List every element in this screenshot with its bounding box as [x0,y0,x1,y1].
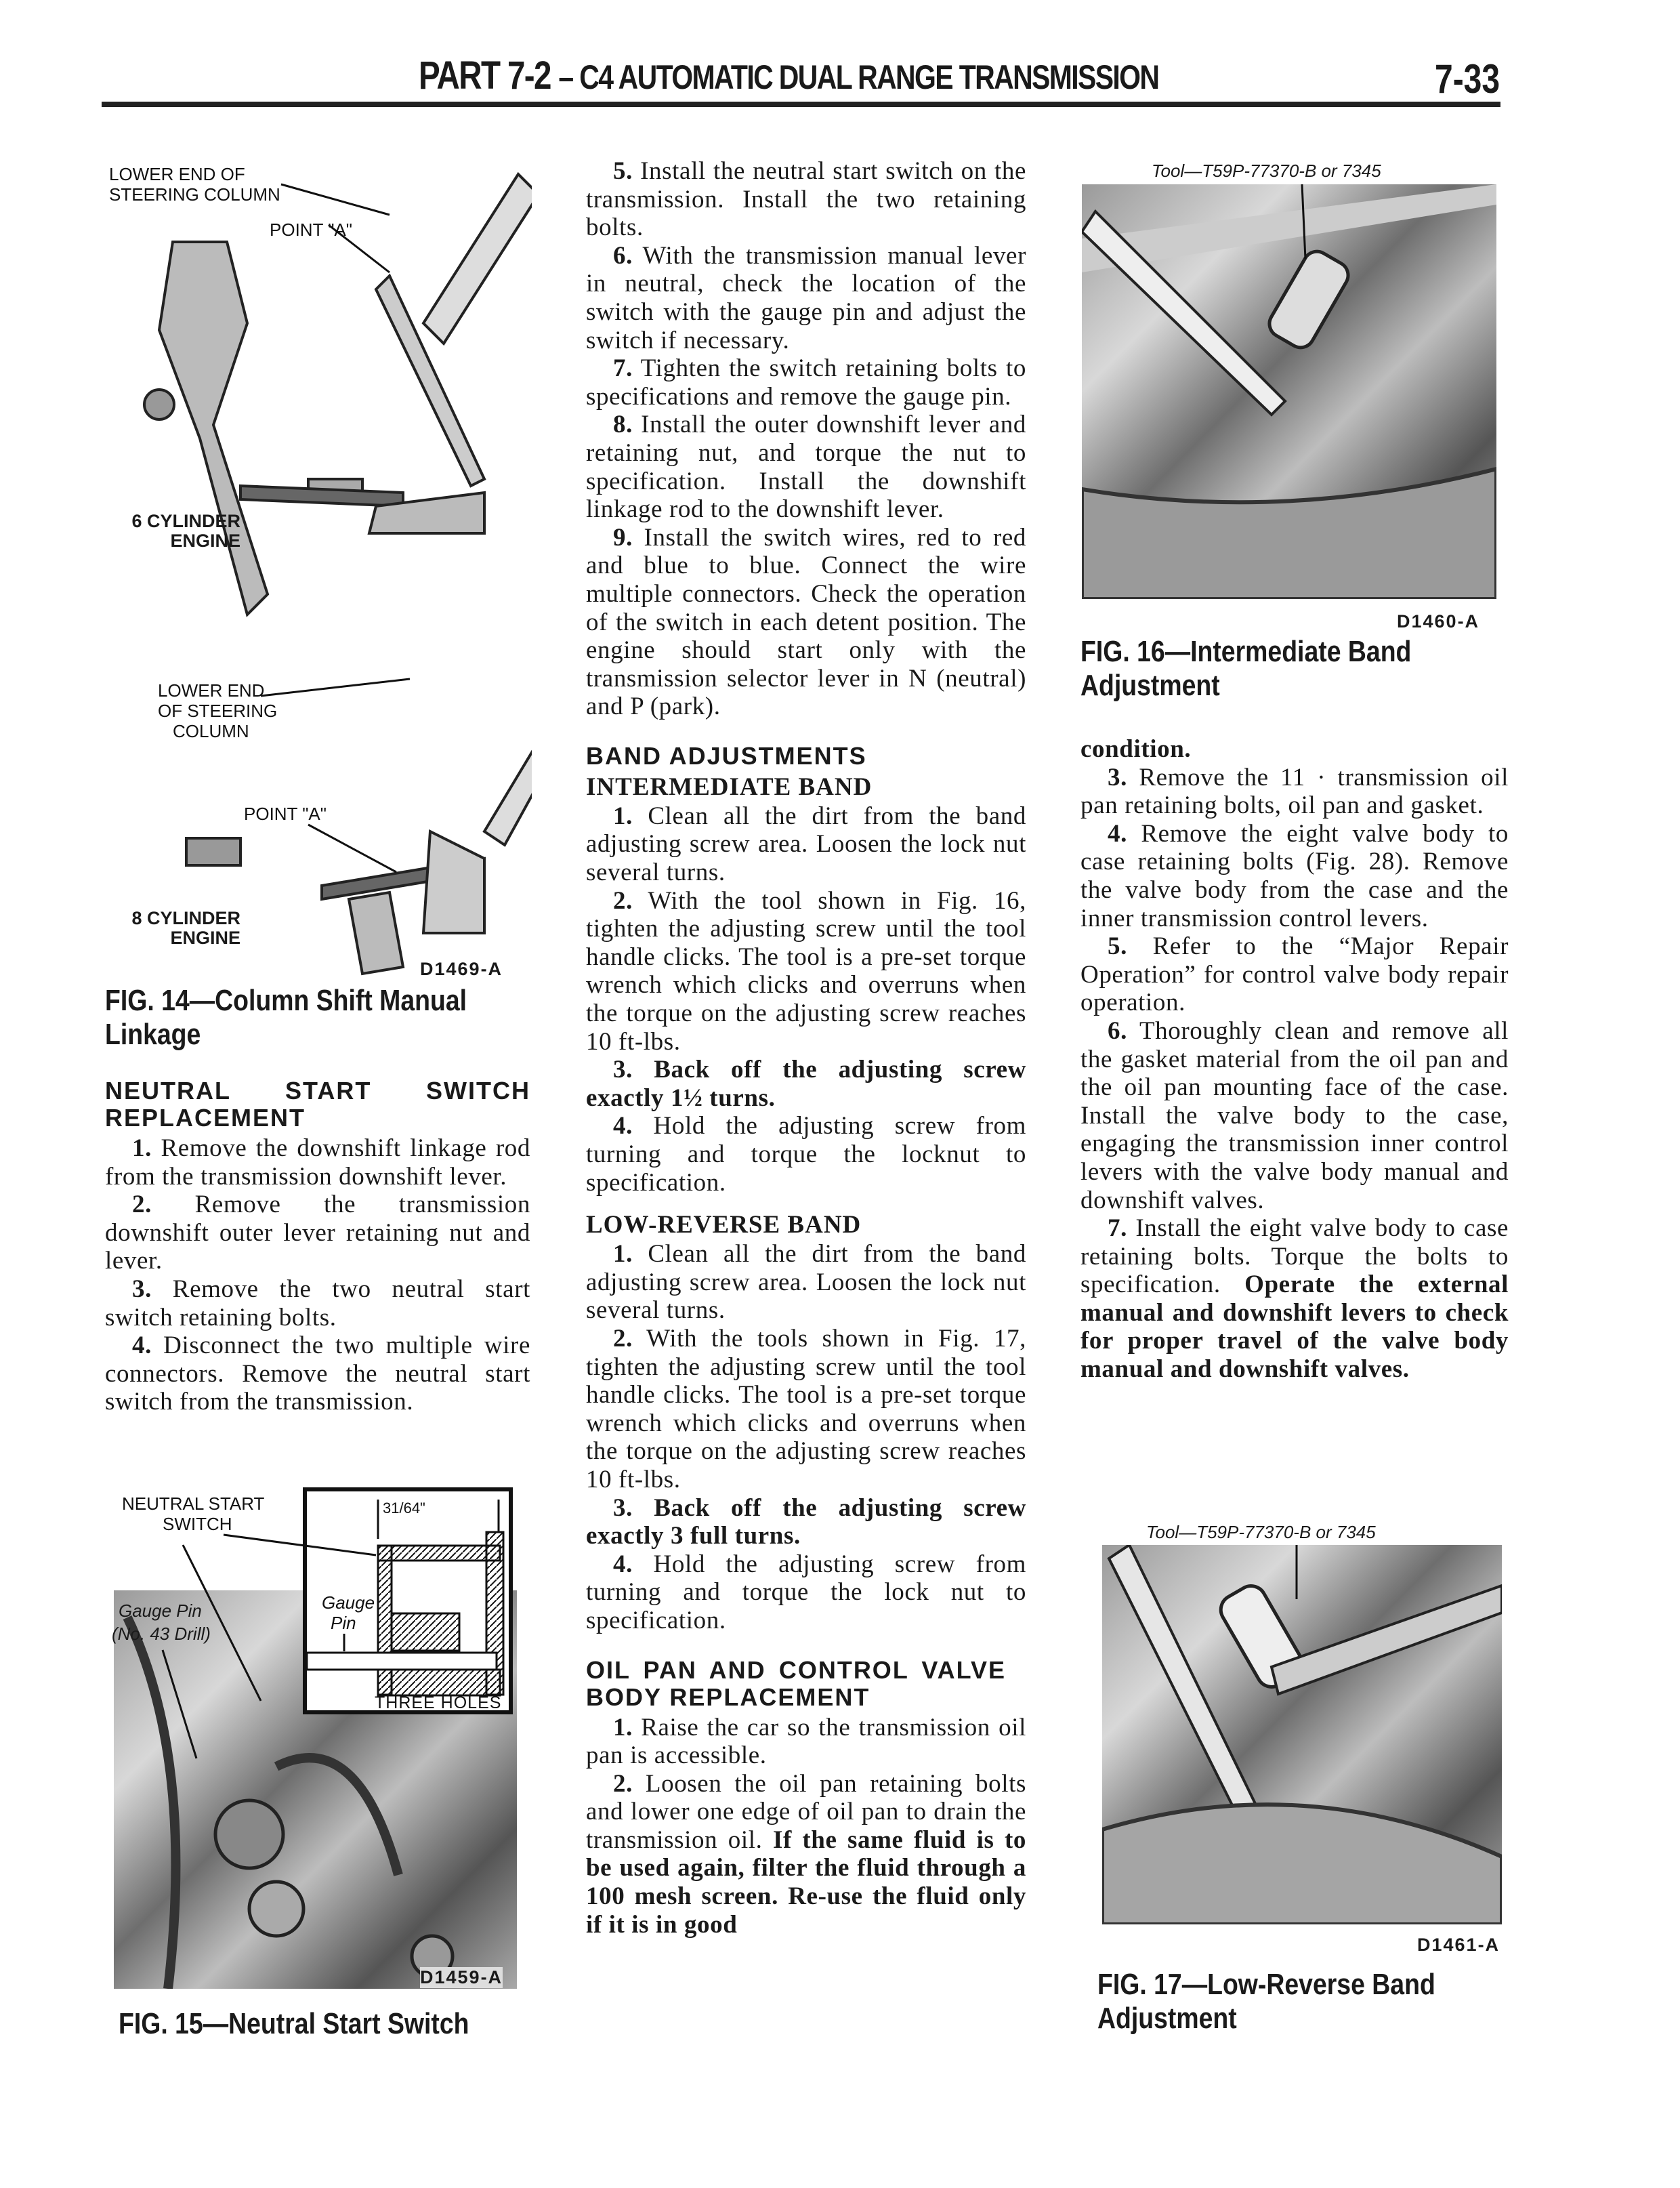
fig15-label-switch-1: NEUTRAL START [122,1493,265,1514]
fig17-tool-label: Tool—T59P-77370-B or 7345 [1146,1522,1376,1542]
three-holes-label: THREE HOLES [375,1693,502,1712]
step-text: Loosen the oil pan retaining bolts and lower one edge of oil pan to drain the transmission oil. [586,1769,1026,1854]
step-text: Refer to the “Major Repair Operation” for control valve body repair operation. [1080,932,1509,1017]
step-number: 4. [1108,819,1127,848]
step-number: 2. [613,886,633,915]
step-text: With the tools shown in Fig. 17, tighten the adjusting screw until the tool handle clicks. The tool is a pre-set torque wrench which clicks and overruns when the torque on the adjusting screw reaches 10 ft-lbs. [586,1324,1026,1493]
fig14-label-six-cyl-1: 6 CYLINDER [131,511,240,531]
fig14-caption: FIG. 14—Column Shift Manual Linkage [105,984,467,1051]
step-number: 5. [613,157,633,185]
step-text: Remove the transmission downshift outer lever retaining nut and lever. [105,1191,530,1275]
photo-detail [1082,184,1496,599]
step-item [1080,932,1509,1017]
page-number: 7-33 [1435,56,1500,102]
linkage-illustration [105,154,532,981]
step-text: Remove the eight valve body to case retaining bolts (Fig. 28). Remove the valve body from the case and the inner transmission control levers. [1080,819,1509,932]
oil-pan-heading: OIL PAN AND CONTROL VALVE BODY REPLACEMENT [586,1655,1006,1711]
step-text: Install the outer downshift lever and retaining nut, and torque the nut to specification. Install the downshift linkage rod to the downshift lever. [586,411,1026,524]
step-number: 4. [132,1332,152,1360]
step-number: 5. [1108,932,1127,961]
step-text: Remove the downshift linkage rod from the transmission downshift lever. [105,1134,530,1191]
step-text: Clean all the dirt from the band adjusting screw area. Loosen the lock nut several turns. [586,1240,1026,1325]
fig15-label-switch-2: SWITCH [163,1514,232,1534]
step-number: 2. [613,1324,633,1353]
step-item [1080,820,1509,932]
step-text: Install the neutral start switch on the transmission. Install the two retaining bolts. [586,157,1026,242]
step-text: Install the eight valve body to case retaining bolts. Torque the bolts to specification. [1080,1214,1509,1299]
step-number: 3. [1108,763,1127,791]
fig16-code: D1460-A [1397,611,1480,632]
step-item [586,887,1026,1056]
fig17-code: D1461-A [1417,1935,1500,1955]
step-item [1080,1214,1509,1384]
step-number: 1. [613,1713,633,1741]
neutral-start-heading: NEUTRAL START SWITCH REPLACEMENT [105,1077,530,1132]
step-item [586,242,1026,354]
step-number: 4. [613,1550,633,1578]
step-item [586,1714,1026,1770]
step-number: 1. [613,802,633,830]
step-emphasis: Operate the external manual and downshift levers to check for proper travel of the valve body manual and downshift valves. [1080,1271,1509,1384]
step-item [586,354,1026,411]
step-item [105,1191,530,1275]
step-number: 7. [1108,1214,1127,1243]
step-item [586,1112,1026,1197]
inset-dimension: 31/64" [383,1500,425,1516]
figure-14 [105,154,532,981]
fig14-label-eight-cyl-1: 8 CYLINDER [131,908,240,928]
step-text: With the tool shown in Fig. 16, tighten the adjusting screw until the tool handle clicks. The tool is a pre-set torque wrench which clicks and overruns when the torque on the adjusting screw reaches 10 ft-lbs. [586,886,1026,1056]
fig14-label-six-cyl-2: ENGINE [170,531,240,551]
fig17-caption: FIG. 17—Low-Reverse Band Adjustment [1097,1968,1435,2035]
fig15-code: D1459-A [420,1967,503,1987]
low-reverse-band-photo [1102,1545,1502,1924]
running-header [419,53,1158,98]
step-item [105,1134,530,1191]
inset-gauge-label-1: Gauge [322,1592,375,1613]
step-item [586,1550,1026,1635]
fig15-label-gauge-pin-1: Gauge Pin [119,1601,202,1621]
step-number: 6. [613,241,633,270]
step-number: 7. [613,354,633,383]
step-number: 3. [613,1056,633,1084]
step-number: 1. [132,1134,152,1162]
step-text: Tighten the switch retaining bolts to specifications and remove the gauge pin. [586,354,1026,411]
step-number: 2. [132,1191,152,1219]
photo-detail [1102,1545,1502,1924]
step-item [586,157,1026,242]
step-number: 9. [613,523,633,552]
inset-gauge-label-2: Pin [331,1613,356,1633]
step-number: 3. [613,1493,633,1522]
step-emphasis: If the same fluid is to be used again, filter the fluid through a 100 mesh screen. Re-use the fluid only if it is in good [586,1825,1026,1939]
step-text: Remove the two neutral start switch retaining bolts. [105,1275,530,1332]
fig14-label-eight-cyl-2: ENGINE [170,928,240,948]
section-title: – C4 AUTOMATIC DUAL RANGE TRANSMISSION [558,58,1159,96]
step-text: Install the switch wires, red to red and blue to blue. Connect the wire multiple connectors. Check the operation of the switch in each detent position. The engine should start only with the transmission selector lever in N (neutral) and P (park). [586,523,1026,721]
step-text: Remove the 11 · transmission oil pan retaining bolts, oil pan and gasket. [1080,763,1509,820]
step-item [586,1494,1026,1550]
step-item [586,411,1026,523]
fig15-leader-lines [108,1487,522,1826]
right-column [1080,735,1509,1384]
step-text: Hold the adjusting screw from turning and torque the lock nut to specification. [586,1550,1026,1634]
low-reverse-band-heading: LOW-REVERSE BAND [586,1211,862,1239]
continuation-text: condition. [1080,735,1192,763]
intermediate-band-photo [1082,184,1496,599]
step-text: Disconnect the two multiple wire connectors. Remove the neutral start switch from the transmission. [105,1332,530,1416]
step-item [586,1325,1026,1494]
part-label: PART 7-2 [419,54,551,98]
step-item [586,524,1026,721]
fig14-label-lower-end-b1: LOWER END [158,680,265,701]
step-emphasis: Back off the adjusting screw exactly 3 full turns. [586,1493,1026,1550]
step-text: With the transmission manual lever in neutral, check the location of the switch with the gauge pin and adjust the switch if necessary. [586,241,1027,354]
step-number: 3. [132,1275,152,1303]
fig15-caption: FIG. 15—Neutral Start Switch [119,2007,469,2040]
step-item [586,1770,1026,1939]
middle-column [586,157,1026,1939]
step-item [586,1056,1026,1112]
step-item [586,802,1026,887]
step-item [1080,764,1509,820]
step-number: 8. [613,411,633,439]
fig16-tool-label: Tool—T59P-77370-B or 7345 [1152,161,1381,181]
step-text: Clean all the dirt from the band adjusting screw area. Loosen the lock nut several turns. [586,802,1026,887]
step-emphasis: Back off the adjusting screw exactly 1½ turns. [586,1056,1026,1112]
header-rule [102,102,1500,107]
fig15-label-gauge-pin-2: (No. 43 Drill) [112,1624,211,1644]
fig16-caption: FIG. 16—Intermediate Band Adjustment [1080,635,1412,702]
step-text: Thoroughly clean and remove all the gasket material from the oil pan and the oil pan mounting face of the case. Install the valve body to the case, engaging the transmission inner control levers with the valve body manual and downshift valves. [1080,1016,1509,1214]
step-text: Hold the adjusting screw from turning and torque the locknut to specification. [586,1112,1026,1197]
step-number: 1. [613,1240,633,1268]
step-item [105,1275,530,1332]
fig14-label-point-a-b: POINT "A" [244,804,327,824]
left-column [105,1077,530,1416]
fig14-code: D1469-A [420,959,503,979]
fig14-label-lower-end-2: STEERING COLUMN [109,184,280,205]
step-number: 6. [1108,1016,1127,1045]
step-item [586,1240,1026,1325]
fig14-label-lower-end-b2: OF STEERING [158,701,278,721]
figure-15 [108,1487,522,1992]
intermediate-band-heading: INTERMEDIATE BAND [586,772,873,801]
fig14-label-lower-end-1: LOWER END OF [109,164,245,184]
step-number: 4. [613,1112,633,1140]
band-adjustments-heading: BAND ADJUSTMENTS [586,741,867,770]
fig14-label-lower-end-b3: COLUMN [173,721,249,741]
step-item [1080,1017,1509,1214]
step-item [105,1332,530,1416]
step-number: 2. [613,1769,633,1798]
fig14-label-point-a: POINT "A" [270,220,353,240]
step-text: Raise the car so the transmission oil pan is accessible. [586,1713,1026,1770]
